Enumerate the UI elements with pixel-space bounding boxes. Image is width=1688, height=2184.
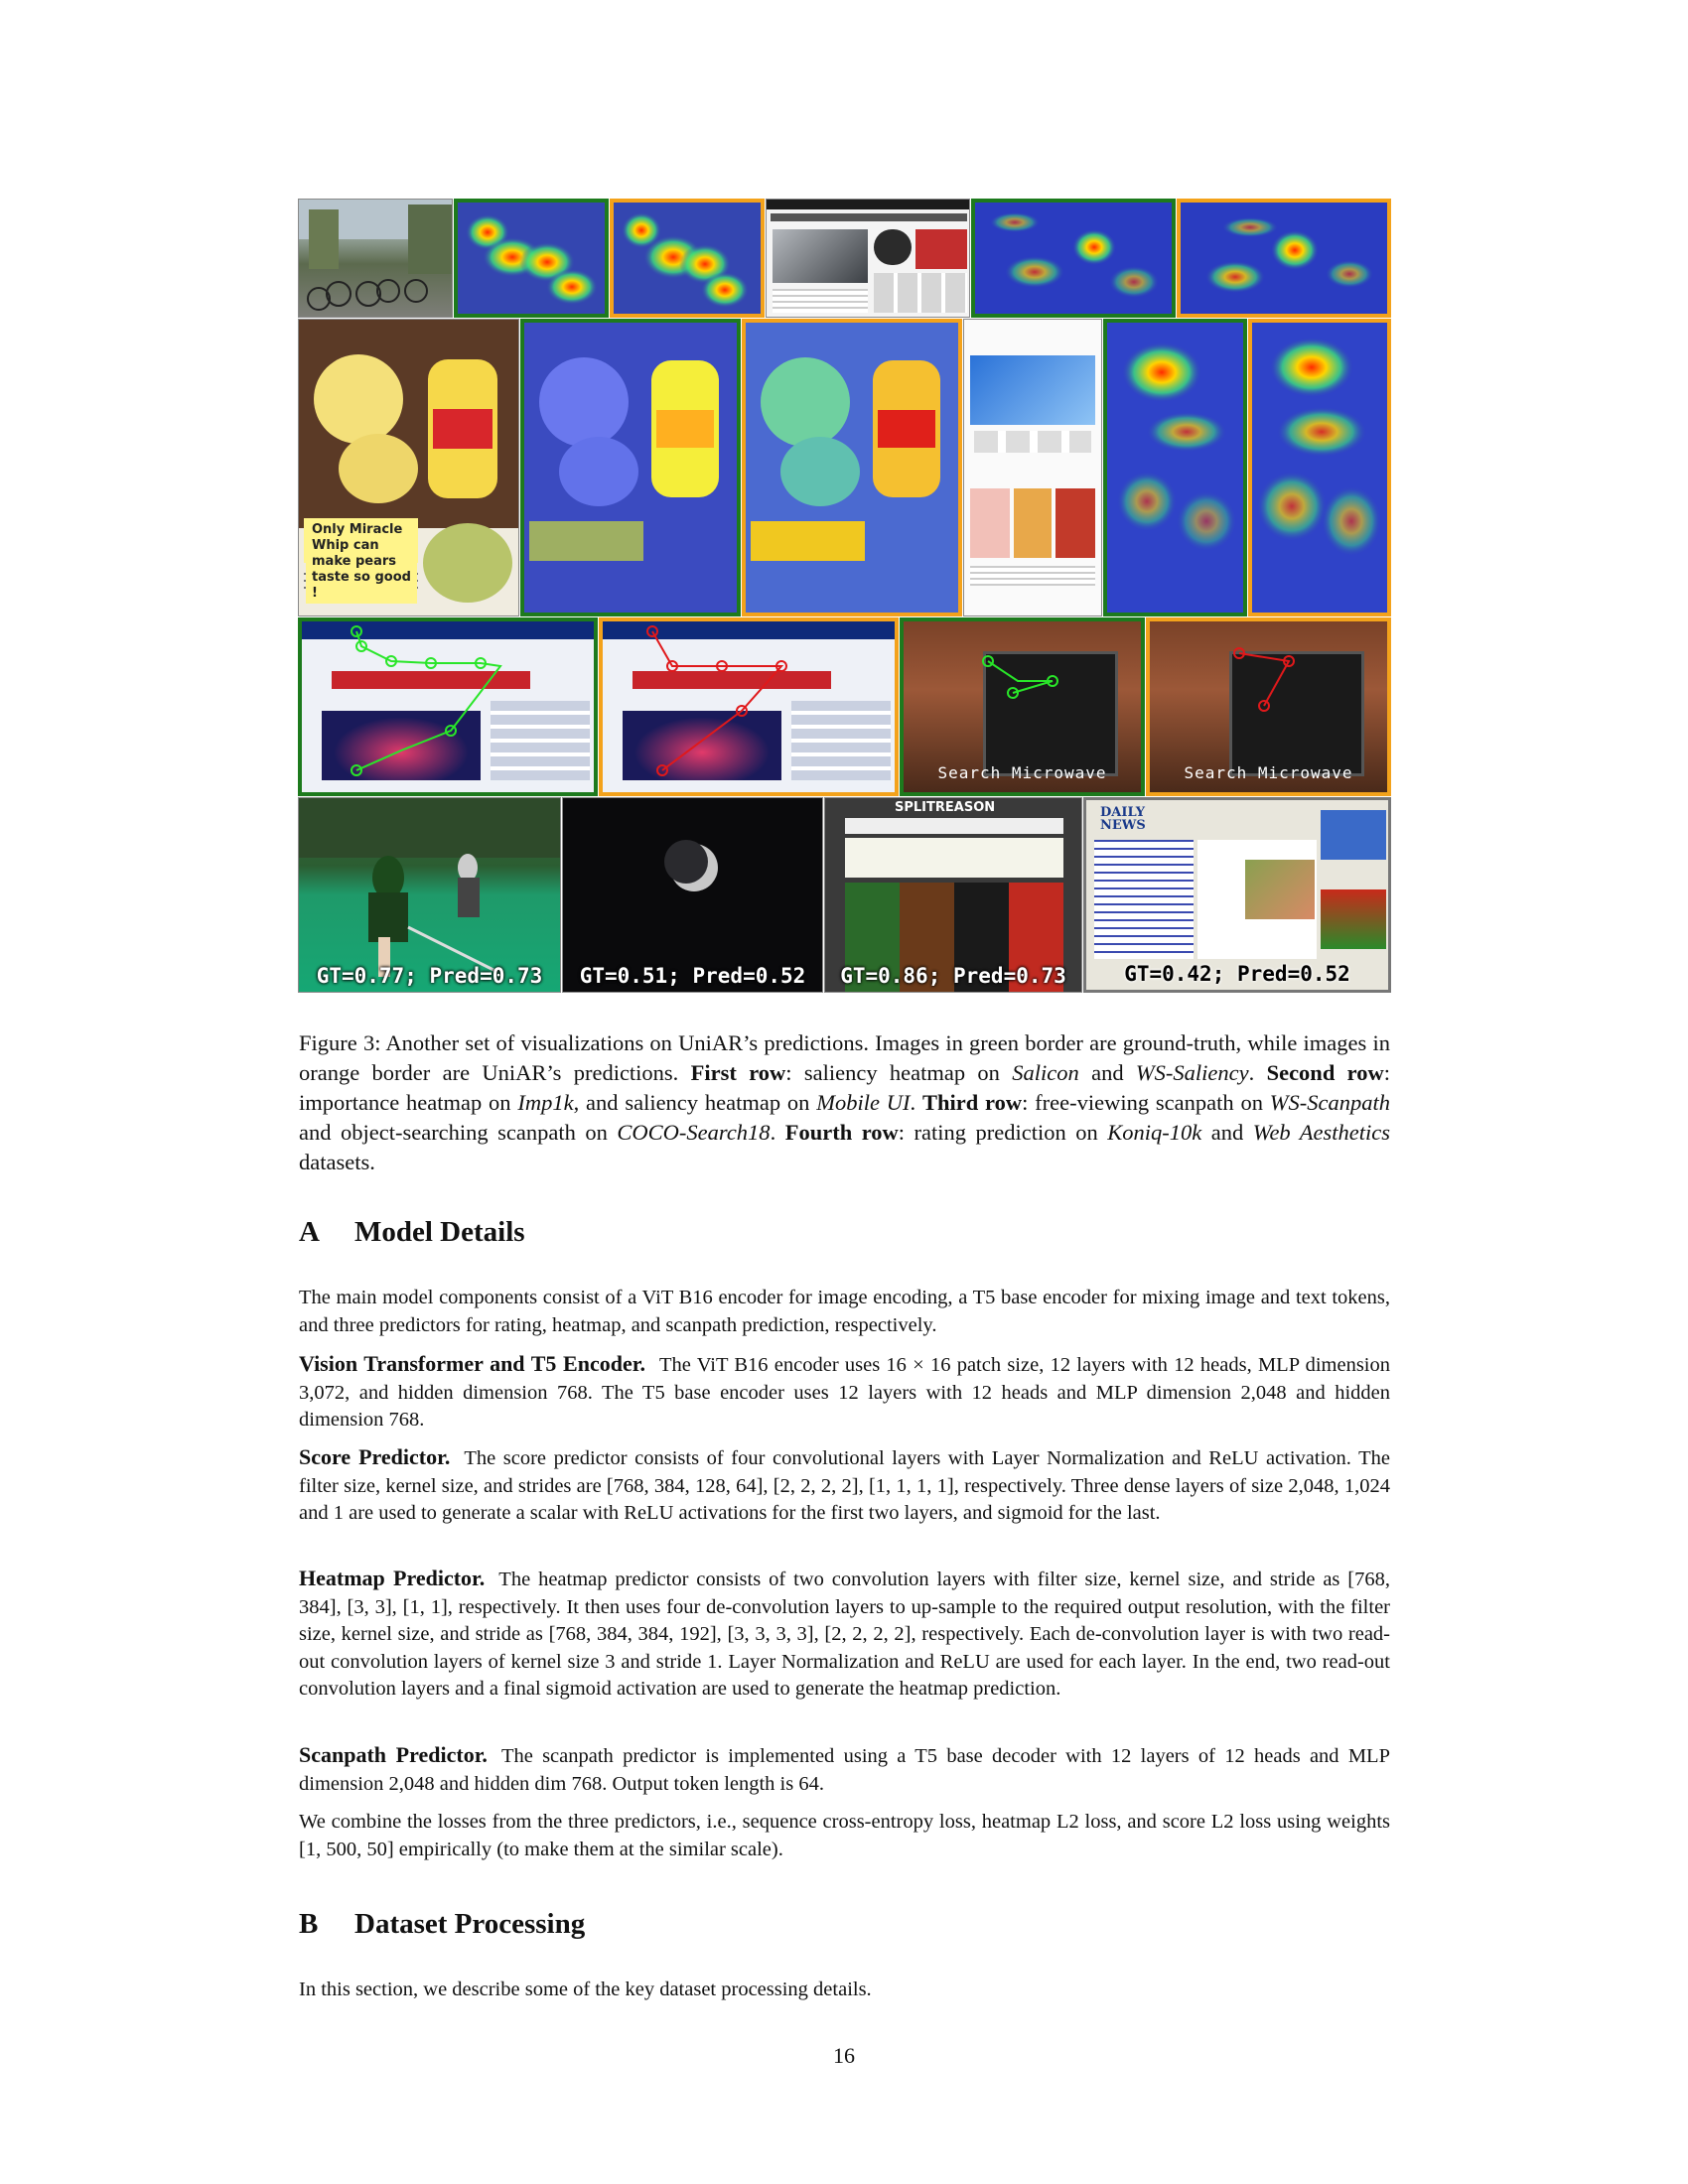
saliency-heatmap: [1252, 323, 1387, 613]
kitchen-scanpath-ground-truth: [900, 617, 1145, 796]
search-target-label: Search Microwave: [937, 763, 1107, 782]
dataset-name: WS-Saliency: [1135, 1060, 1249, 1085]
figure-3: [298, 199, 1391, 993]
webpage-scanpath-ground-truth: [298, 617, 598, 796]
rating-score-label: GT=0.51; Pred=0.52: [579, 964, 806, 988]
moon-rating-image: [562, 797, 823, 993]
caption-text: : free-viewing scanpath on: [1022, 1090, 1270, 1115]
mobile-ui-image: [963, 319, 1102, 616]
caption-text: and: [1201, 1120, 1253, 1145]
section-title: Model Details: [354, 1216, 525, 1248]
paragraph-text: The scanpath predictor is implemented using a T5 base decoder with 12 layers of 12 heads and MLP dimension 2,048 and hidden dim 768. Output token length is 64.: [299, 1745, 1390, 1795]
scanpath-overlay: [603, 621, 895, 792]
dataset-name: Web Aesthetics: [1252, 1120, 1390, 1145]
caption-bold: Fourth row: [784, 1120, 899, 1145]
dataset-intro-paragraph: In this section, we describe some of the key dataset processing details.: [299, 1979, 872, 2000]
scanpath-overlay: [302, 621, 594, 792]
section-heading-a: [299, 1216, 525, 1249]
caption-bold: Second row: [1266, 1060, 1384, 1085]
section-title: Dataset Processing: [354, 1908, 586, 1940]
saliency-heatmap: [975, 203, 1172, 314]
dataset-name: Koniq-10k: [1107, 1120, 1202, 1145]
row-2: [298, 319, 1391, 616]
paragraph-text: The score predictor consists of four convolutional layers with Layer Normalization and ReLU activation. The filter size, kernel size, and strides are [768, 384, 128, 64], [2, 2, 2, 2], [1, 1, 1, 1], respectively. Three dense layers of size 2,048, 1,024 and 1 are used to generate a scalar with ReLU activations for the first two layers, and sigmoid for the last.: [299, 1447, 1390, 1524]
site-logo: SPLITREASON: [895, 800, 996, 815]
vit-paragraph: [299, 1350, 1390, 1434]
street-saliency-ground-truth: [454, 199, 609, 318]
importance-heatmap: [524, 323, 737, 613]
rating-score-label: GT=0.86; Pred=0.73: [840, 964, 1066, 988]
webpage-saliency-prediction: [1177, 199, 1391, 318]
importance-heatmap: [746, 323, 958, 613]
caption-text: : saliency heatmap on: [785, 1060, 1013, 1085]
caption-label: Figure 3:: [299, 1030, 381, 1055]
heatmap-predictor-paragraph: [299, 1565, 1390, 1704]
paragraph-lead: Heatmap Predictor.: [299, 1566, 486, 1590]
caption-text: .: [910, 1090, 922, 1115]
mobile-ui-saliency-prediction: [1248, 319, 1391, 616]
webpage-image: [766, 199, 970, 318]
section-number: A: [299, 1216, 320, 1248]
section-heading-b: [299, 1908, 585, 1941]
rating-score-label: GT=0.77; Pred=0.73: [316, 964, 543, 988]
paragraph-lead: Vision Transformer and T5 Encoder.: [299, 1351, 645, 1376]
caption-bold: First row: [690, 1060, 786, 1085]
caption-text: : rating prediction on: [898, 1120, 1108, 1145]
advert-importance-ground-truth: [520, 319, 741, 616]
caption-text: : importance heatmap on: [299, 1060, 1390, 1115]
saliency-heatmap: [1107, 323, 1243, 613]
splitreason-rating-image: [824, 797, 1082, 993]
advert-image: [298, 319, 519, 616]
rating-score-label: GT=0.42; Pred=0.52: [1124, 962, 1350, 986]
paragraph-text: The heatmap predictor consists of two convolution layers with filter size, kernel size, and stride as [768, 384], [3, 3], [1, 1], respectively. It then uses four de-convolution layers to up-sample to the required output resolution, with the filter size, kernel size, and stride as [768, 384, 384, 192], [3, 3, 3, 3], [2, 2, 2, 2], respectively. Each de-convolution layer is with two read-out convolution layers of kernel size 3 and stride 1. Layer Normalization and ReLU are used for each layer. In the end, two read-out convolution layers and a final sigmoid activation are used to generate the heatmap prediction.: [299, 1569, 1390, 1700]
webpage-saliency-ground-truth: [971, 199, 1176, 318]
advert-importance-prediction: [742, 319, 962, 616]
caption-text: datasets.: [299, 1150, 375, 1174]
caption-text: and object-searching scanpath on: [299, 1120, 618, 1145]
row-1: [298, 199, 1391, 318]
saliency-heatmap: [1181, 203, 1387, 314]
dailynews-rating-image: [1083, 797, 1391, 993]
row-4: [298, 797, 1391, 993]
caption-text: , and saliency heatmap on: [573, 1090, 817, 1115]
paragraph-lead: Score Predictor.: [299, 1444, 451, 1469]
street-saliency-prediction: [610, 199, 765, 318]
score-predictor-paragraph: [299, 1443, 1390, 1528]
caption-text: .: [1248, 1060, 1267, 1085]
row-3: [298, 617, 1391, 796]
dataset-name: COCO-Search18: [617, 1120, 771, 1145]
search-target-label: Search Microwave: [1184, 763, 1353, 782]
street-bikes-image: [298, 199, 453, 318]
bicycles-illustration: [299, 200, 453, 318]
dataset-name: Imp1k: [517, 1090, 574, 1115]
mobile-ui-saliency-ground-truth: [1103, 319, 1247, 616]
caption-text: and: [1078, 1060, 1136, 1085]
dataset-name: WS-Scanpath: [1269, 1090, 1390, 1115]
section-number: B: [299, 1908, 319, 1940]
saliency-heatmap: [458, 203, 605, 314]
ad-headline: Only Miracle Whip can make pears taste so good !: [306, 520, 417, 604]
losses-paragraph: We combine the losses from the three predictors, i.e., sequence cross-entropy loss, heatmap L2 loss, and score L2 loss using weights [1, 500, 50] empirically (to make them at the similar scale).: [299, 1811, 1390, 1860]
caption-bold: Third row: [921, 1090, 1023, 1115]
figure-caption: [299, 1028, 1390, 1177]
saliency-heatmap: [614, 203, 761, 314]
kitchen-scanpath-prediction: [1146, 617, 1391, 796]
dataset-name: Mobile UI: [816, 1090, 911, 1115]
site-logo: DAILY NEWS: [1100, 805, 1146, 833]
page-number: 16: [833, 2043, 855, 2068]
caption-text: Another set of visualizations on UniAR’s predictions. Images in green border are ground-truth, while images in orange border are UniAR’s predictions.: [299, 1030, 1390, 1085]
caption-text: .: [770, 1120, 785, 1145]
webpage-scanpath-prediction: [599, 617, 899, 796]
dataset-name: Salicon: [1012, 1060, 1079, 1085]
hockey-rating-image: [298, 797, 561, 993]
paragraph-lead: Scanpath Predictor.: [299, 1742, 488, 1767]
paragraph-text: The ViT B16 encoder uses 16 × 16 patch size, 12 layers with 12 heads, MLP dimension 3,072, and hidden dimension 768. The T5 base encoder uses 12 layers with 12 heads and MLP dimension 2,048 and hidden dimension 768.: [299, 1354, 1390, 1431]
scanpath-predictor-paragraph: [299, 1741, 1390, 1798]
model-intro-paragraph: The main model components consist of a ViT B16 encoder for image encoding, a T5 base encoder for mixing image and text tokens, and three predictors for rating, heatmap, and scanpath prediction, respectively.: [299, 1287, 1390, 1336]
